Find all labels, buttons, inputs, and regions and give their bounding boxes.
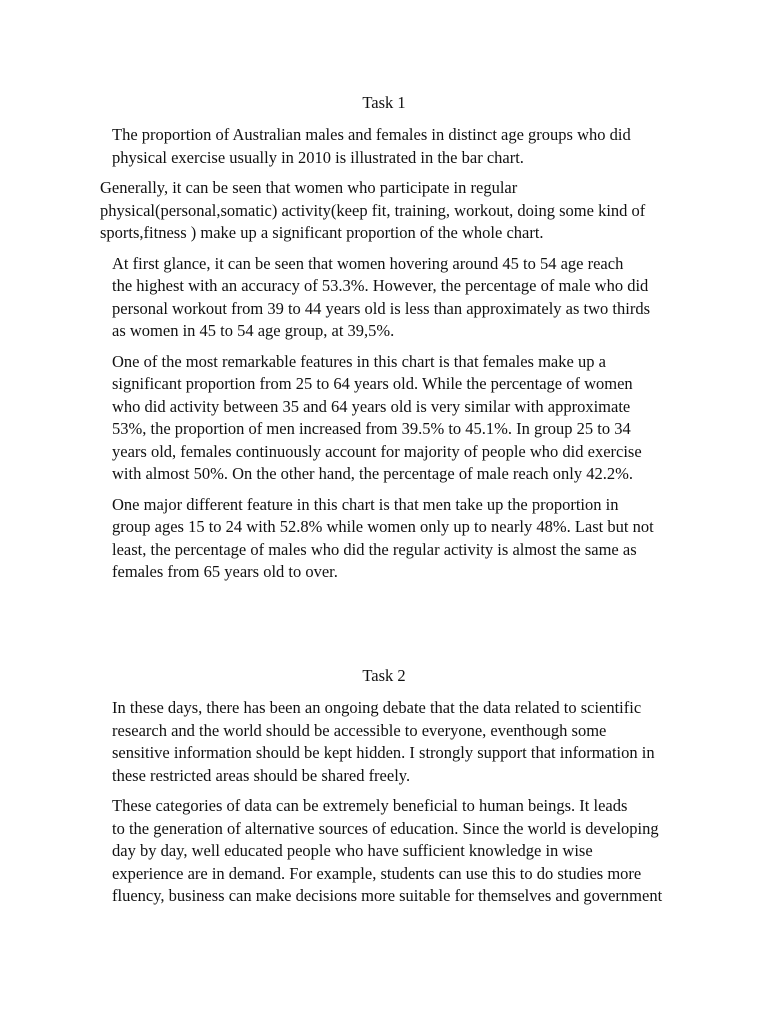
text-line: fluency, business can make decisions more suitable for themselves and government — [112, 886, 663, 905]
text-line: physical(personal,somatic) activity(keep fit, training, workout, doing some kind of — [100, 200, 646, 220]
task-1-section — [89, 92, 679, 592]
text-line: Generally, it can be seen that women who participate in regular — [100, 178, 518, 197]
text-line: day by day, well educated people who have sufficient knowledge in wise — [112, 841, 593, 860]
text-line: These categories of data can be extremely beneficial to human beings. It leads — [112, 796, 628, 815]
task-1-heading: Task 1 — [362, 93, 406, 112]
task-2-heading: Task 2 — [362, 666, 406, 685]
task-2-paragraph-1 — [89, 697, 679, 787]
text-line: At first glance, it can be seen that women hovering around 45 to 54 age reach — [112, 253, 624, 273]
text-line: the highest with an accuracy of 53.3%. However, the percentage of male who did — [112, 276, 649, 295]
task-2-paragraph-2 — [89, 795, 679, 908]
task-1-paragraph-2 — [89, 177, 679, 245]
text-line: with almost 50%. On the other hand, the percentage of male reach only 42.2%. — [112, 464, 633, 483]
task-2-section — [89, 665, 679, 916]
text-line: females from 65 years old to over. — [112, 562, 338, 581]
text-line: In these days, there has been an ongoing debate that the data related to scientific — [112, 698, 642, 717]
text-line: One major different feature in this chart is that men take up the proportion in — [112, 494, 619, 514]
text-line: group ages 15 to 24 with 52.8% while women only up to nearly 48%. Last but not — [112, 517, 654, 536]
text-line: experience are in demand. For example, students can use this to do studies more — [112, 863, 642, 883]
text-line: these restricted areas should be shared freely. — [112, 765, 411, 785]
text-line: physical exercise usually in 2010 is illustrated in the bar chart. — [112, 147, 524, 167]
text-line: as women in 45 to 54 age group, at 39,5%. — [112, 321, 395, 340]
task-1-paragraph-3 — [89, 253, 679, 343]
text-line: 53%, the proportion of men increased from 39.5% to 45.1%. In group 25 to 34 — [112, 419, 631, 438]
text-line: significant proportion from 25 to 64 years old. While the percentage of women — [112, 374, 633, 393]
text-line: One of the most remarkable features in this chart is that females make up a — [112, 351, 606, 371]
text-line: years old, females continuously account for majority of people who did exercise — [112, 441, 642, 461]
text-line: least, the percentage of males who did the regular activity is almost the same as — [112, 539, 637, 559]
text-line: personal workout from 39 to 44 years old is less than approximately as two thirds — [112, 298, 650, 318]
text-line: research and the world should be accessible to everyone, eventhough some — [112, 720, 607, 740]
task-1-paragraph-4 — [89, 351, 679, 486]
text-line: The proportion of Australian males and females in distinct age groups who did — [112, 125, 631, 144]
task-1-paragraph-5 — [89, 494, 679, 584]
text-line: sports,fitness ) make up a significant proportion of the whole chart. — [100, 223, 544, 242]
text-line: who did activity between 35 and 64 years old is very similar with approximate — [112, 396, 631, 416]
text-line: sensitive information should be kept hidden. I strongly support that information in — [112, 743, 655, 762]
text-line: to the generation of alternative sources of education. Since the world is developing — [112, 818, 659, 838]
task-1-paragraph-1 — [89, 124, 679, 169]
